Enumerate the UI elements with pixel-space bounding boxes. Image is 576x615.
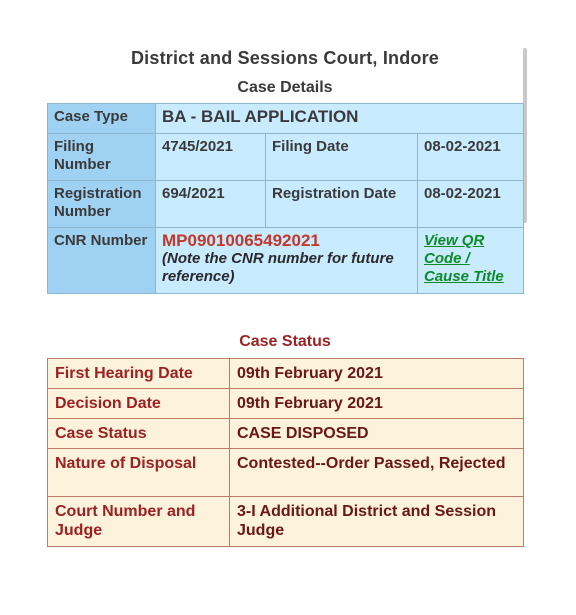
status-row (48, 359, 524, 389)
case-type-text: BA - BAIL APPLICATION (162, 107, 359, 126)
status-row (48, 449, 524, 497)
case-status-title: Case Status (239, 333, 331, 350)
status-row (48, 419, 524, 449)
registration-date-label: Registration Date (266, 181, 418, 228)
registration-date-value: 08-02-2021 (418, 181, 524, 228)
first-hearing-date-value: 09th February 2021 (230, 359, 524, 389)
case-status-value: CASE DISPOSED (230, 419, 524, 449)
qr-link-cell (418, 228, 524, 294)
case-status-label: Case Status (48, 419, 230, 449)
nature-of-disposal-value: Contested--Order Passed, Rejected (230, 449, 524, 497)
case-type-row (48, 104, 524, 134)
status-row (48, 497, 524, 547)
cnr-label: CNR Number (48, 228, 156, 294)
court-number-judge-label: Court Number and Judge (48, 497, 230, 547)
court-name: District and Sessions Court, Indore (130, 48, 440, 68)
case-details-table (47, 103, 524, 294)
first-hearing-date-label: First Hearing Date (48, 359, 230, 389)
nature-of-disposal-label: Nature of Disposal (48, 449, 230, 497)
case-type-label: Case Type (48, 104, 156, 134)
cnr-row (48, 228, 524, 294)
cnr-cell (156, 228, 418, 294)
registration-row (48, 181, 524, 228)
filing-date-value: 08-02-2021 (418, 134, 524, 181)
case-details-title: Case Details (237, 79, 333, 96)
court-number-judge-value: 3-I Additional District and Session Judge (230, 497, 524, 547)
filing-number-value: 4745/2021 (156, 134, 266, 181)
decision-date-value: 09th February 2021 (230, 389, 524, 419)
filing-number-label: Filing Number (48, 134, 156, 181)
case-type-value (156, 104, 524, 134)
case-status-table (47, 358, 524, 547)
filing-date-label: Filing Date (266, 134, 418, 181)
status-row (48, 389, 524, 419)
filing-row (48, 134, 524, 181)
decision-date-label: Decision Date (48, 389, 230, 419)
cnr-value: MP09010065492021 (162, 231, 320, 250)
cnr-note: (Note the CNR number for future reference) (162, 250, 394, 285)
registration-number-value: 694/2021 (156, 181, 266, 228)
view-qr-code-link[interactable]: View QR Code / Cause Title (424, 232, 504, 285)
registration-number-label: Registration Number (48, 181, 156, 228)
